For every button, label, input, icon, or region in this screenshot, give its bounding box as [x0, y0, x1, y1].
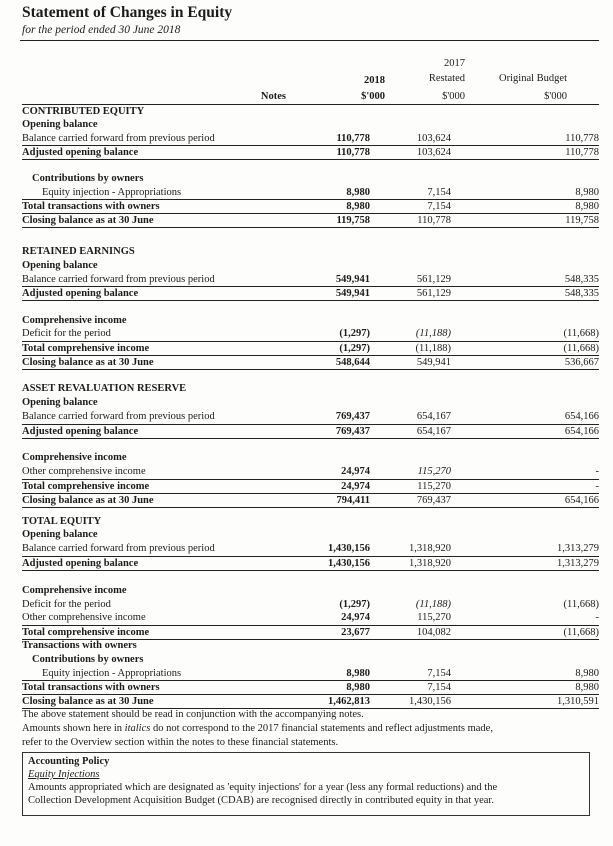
row-label: Deficit for the period	[22, 599, 111, 610]
value-budget: 654,166	[564, 411, 599, 422]
value-2018: (1,297)	[339, 599, 370, 610]
row-label: Total transactions with owners	[22, 682, 160, 693]
value-2018: (1,297)	[339, 328, 370, 339]
subheading	[22, 584, 599, 597]
row-label: Balance carried forward from previous period	[22, 133, 215, 144]
footnote-text: Amounts shown here in	[22, 723, 125, 734]
value-2017: 654,167	[416, 426, 451, 437]
row-label: Closing balance as at 30 June	[22, 215, 154, 226]
table-row	[22, 465, 599, 478]
table-row	[22, 667, 599, 680]
subheading	[22, 314, 599, 327]
header-budget: Original Budget	[499, 73, 567, 84]
row-label: Equity injection - Appropriations	[42, 668, 182, 679]
table-row	[22, 680, 599, 694]
value-2018: 8,980	[346, 187, 370, 198]
row-label: Transactions with owners	[22, 640, 137, 651]
value-budget: 548,335	[564, 274, 599, 285]
value-2017: 561,129	[416, 288, 451, 299]
section-heading	[22, 515, 599, 528]
value-budget: 654,166	[564, 495, 599, 506]
subheading	[22, 528, 599, 541]
row-label: Total comprehensive income	[22, 343, 150, 354]
value-2017: 7,154	[427, 201, 451, 212]
row-label: Opening balance	[22, 529, 98, 540]
value-budget: 8,980	[575, 682, 599, 693]
value-2018: 110,778	[336, 147, 370, 158]
value-2018: 23,677	[341, 627, 370, 638]
table-row	[22, 273, 599, 286]
row-label: Total transactions with owners	[22, 201, 160, 212]
value-budget: 1,313,279	[557, 558, 599, 569]
footnote-italic: italics	[124, 723, 151, 734]
subheading	[22, 118, 599, 131]
value-2018: 769,437	[335, 411, 370, 422]
section-heading	[22, 382, 599, 395]
header-2018-unit: $'000	[361, 91, 385, 102]
row-label: CONTRIBUTED EQUITY	[22, 106, 145, 117]
subheading	[22, 451, 599, 464]
row-label: Balance carried forward from previous period	[22, 543, 215, 554]
value-2018: 549,941	[335, 288, 370, 299]
value-budget: 536,667	[564, 357, 599, 368]
value-2017: 1,430,156	[409, 696, 451, 707]
value-budget: 8,980	[575, 201, 599, 212]
row-label: Contributions by owners	[32, 654, 144, 665]
value-2017: 549,941	[416, 357, 451, 368]
value-budget: -	[595, 612, 599, 623]
section-heading	[22, 104, 599, 118]
row-label: Adjusted opening balance	[22, 147, 139, 158]
table-row	[22, 199, 599, 213]
value-2018: 549,941	[335, 274, 370, 285]
table-row	[22, 186, 599, 199]
table-row	[22, 341, 599, 355]
row-label: RETAINED EARNINGS	[22, 246, 135, 257]
title-divider	[20, 40, 599, 41]
value-2018: 1,462,813	[328, 696, 370, 707]
value-budget: -	[595, 481, 599, 492]
row-label: Comprehensive income	[22, 452, 127, 463]
table-row	[22, 145, 599, 160]
row-label: Closing balance as at 30 June	[22, 495, 154, 506]
value-budget: -	[595, 466, 599, 477]
policy-text: Collection Development Acquisition Budget (CDAB) are recognised directly in contributed equity in that year.	[28, 795, 494, 806]
value-2017: 115,270	[417, 612, 451, 623]
row-label: Other comprehensive income	[22, 466, 146, 477]
subheading	[22, 396, 599, 409]
value-2018: 110,778	[336, 133, 370, 144]
footnote-line-1: The above statement should be read in conjunction with the accompanying notes.	[22, 709, 364, 720]
table-row	[22, 355, 599, 370]
row-label: Total comprehensive income	[22, 481, 150, 492]
value-budget: 654,166	[564, 426, 599, 437]
value-2017: 7,154	[427, 187, 451, 198]
row-label: Adjusted opening balance	[22, 426, 139, 437]
row-label: TOTAL EQUITY	[22, 516, 102, 527]
value-2017: 769,437	[416, 495, 451, 506]
value-budget: 548,335	[564, 288, 599, 299]
row-label: Adjusted opening balance	[22, 288, 139, 299]
value-2017: 654,167	[416, 411, 451, 422]
row-label: Contributions by owners	[32, 173, 144, 184]
value-2017: 115,270	[417, 466, 451, 477]
row-label: Closing balance as at 30 June	[22, 696, 154, 707]
value-2018: 8,980	[346, 668, 370, 679]
value-budget: 8,980	[575, 187, 599, 198]
value-2017: 7,154	[427, 668, 451, 679]
header-2018-year: 2018	[364, 75, 385, 86]
value-2017: (11,188)	[415, 328, 451, 339]
subheading	[22, 653, 599, 666]
subheading	[22, 172, 599, 185]
row-label: Other comprehensive income	[22, 612, 146, 623]
value-2018: 24,974	[341, 466, 370, 477]
value-budget: 1,310,591	[557, 696, 599, 707]
value-budget: (11,668)	[563, 343, 599, 354]
footnote-line-3: refer to the Overview section within the notes to these financial statements.	[22, 737, 339, 748]
footnote-line-2	[22, 722, 493, 736]
policy-heading: Accounting Policy	[28, 756, 110, 767]
subheading	[22, 259, 599, 272]
value-2018: 769,437	[335, 426, 370, 437]
page-title: Statement of Changes in Equity	[22, 4, 233, 21]
table-row	[22, 424, 599, 439]
value-2018: 794,411	[336, 495, 370, 506]
table-row	[22, 132, 599, 145]
table-row	[22, 542, 599, 555]
value-budget: (11,668)	[563, 328, 599, 339]
row-label: Opening balance	[22, 397, 98, 408]
value-2017: 1,318,920	[409, 543, 451, 554]
table-row	[22, 598, 599, 611]
header-budget-unit: $'000	[544, 91, 567, 102]
page-subtitle: for the period ended 30 June 2018	[22, 24, 181, 36]
value-2018: (1,297)	[339, 343, 370, 354]
header-2017-restated: Restated	[428, 73, 465, 84]
value-2017: 115,270	[417, 481, 451, 492]
value-budget: 8,980	[575, 668, 599, 679]
value-budget: 110,778	[565, 147, 599, 158]
value-2017: (11,188)	[415, 599, 451, 610]
row-label: Comprehensive income	[22, 315, 127, 326]
row-label: Adjusted opening balance	[22, 558, 139, 569]
header-notes: Notes	[260, 91, 286, 102]
value-2018: 1,430,156	[328, 543, 370, 554]
value-budget: 119,758	[565, 215, 599, 226]
value-budget: (11,668)	[563, 627, 599, 638]
value-2018: 1,430,156	[328, 558, 370, 569]
row-label: Comprehensive income	[22, 585, 127, 596]
table-row	[22, 479, 599, 493]
table-row	[22, 694, 599, 709]
value-2018: 8,980	[346, 201, 370, 212]
value-2017: 7,154	[427, 682, 451, 693]
table-row	[22, 493, 599, 508]
value-2017: 1,318,920	[409, 558, 451, 569]
row-label: Opening balance	[22, 119, 98, 130]
row-label: Deficit for the period	[22, 328, 111, 339]
value-budget: 1,313,279	[557, 543, 599, 554]
table-row	[22, 410, 599, 423]
value-2017: 103,624	[416, 133, 451, 144]
value-2017: 110,778	[417, 215, 451, 226]
row-label: Equity injection - Appropriations	[42, 187, 182, 198]
row-label: Opening balance	[22, 260, 98, 271]
accounting-policy-box	[22, 752, 590, 816]
value-budget: (11,668)	[563, 599, 599, 610]
row-label: Balance carried forward from previous period	[22, 274, 215, 285]
value-2017: 104,082	[416, 627, 451, 638]
section-heading	[22, 245, 599, 258]
table-row	[22, 611, 599, 624]
header-2017-year: 2017	[444, 58, 465, 69]
table-row	[22, 327, 599, 340]
header-2017-unit: $'000	[442, 91, 465, 102]
value-2018: 119,758	[336, 215, 370, 226]
value-2018: 24,974	[341, 612, 370, 623]
row-label: ASSET REVALUATION RESERVE	[22, 383, 187, 394]
table-row	[22, 213, 599, 228]
value-2017: (11,188)	[415, 343, 451, 354]
row-label: Balance carried forward from previous period	[22, 411, 215, 422]
value-budget: 110,778	[565, 133, 599, 144]
table-row	[22, 286, 599, 301]
row-label: Total comprehensive income	[22, 627, 150, 638]
value-2018: 24,974	[341, 481, 370, 492]
value-2018: 8,980	[346, 682, 370, 693]
policy-text: Amounts appropriated which are designated as 'equity injections' for a year (less any formal reductions) and the	[28, 782, 498, 793]
row-label: Closing balance as at 30 June	[22, 357, 154, 368]
footnote-text: do not correspond to the 2017 financial statements and reflect adjustments made,	[150, 723, 493, 734]
value-2018: 548,644	[335, 357, 370, 368]
table-row	[22, 556, 599, 571]
policy-subheading: Equity Injections	[28, 769, 100, 780]
value-2017: 103,624	[416, 147, 451, 158]
value-2017: 561,129	[416, 274, 451, 285]
subheading	[22, 639, 599, 652]
table-row	[22, 625, 599, 640]
